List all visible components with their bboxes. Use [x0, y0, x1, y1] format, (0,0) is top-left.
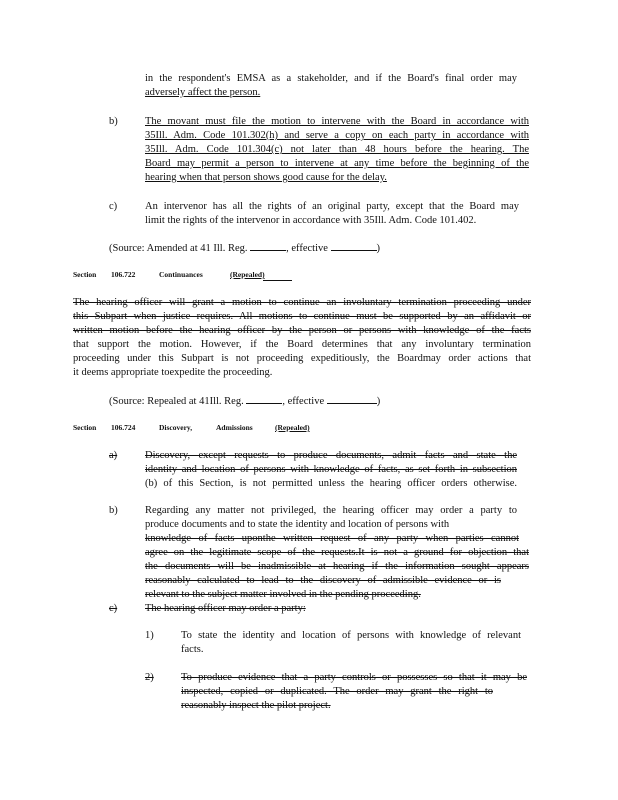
source-note-repealed — [109, 393, 380, 409]
text-line: An intervenor has all the rights of an original party, except that the Board may — [145, 201, 519, 212]
section-title: Continuances — [159, 270, 203, 279]
text-line: limit the rights of the intervenor in accordance with 35Ill. Adm. Code 101.402. — [145, 215, 477, 226]
subsection-label-b: b) — [109, 116, 118, 127]
text-line: inspected, copied or duplicated. The order may grant the right to — [181, 686, 493, 697]
text-line: proceeding under this Subpart is not proceeding expeditiously, the Boardmay order actions that — [73, 353, 531, 364]
section-number: 106.724 — [111, 423, 136, 432]
blank-line — [250, 240, 286, 251]
blank-line — [327, 393, 377, 404]
section-heading-106-722 — [73, 270, 303, 280]
text-line: reasonably calculated to lead to the discovery of admissible evidence or is — [145, 575, 501, 586]
blank-line — [246, 393, 282, 404]
text-line: facts. — [181, 644, 204, 655]
text-line: To produce evidence that a party controls or possesses so that it may be — [181, 672, 527, 683]
text-line: 35Ill. Adm. Code 101.302(h) and serve a copy on each party in accordance with — [145, 130, 529, 141]
text-line: the documents will be inadmissible at hearing if the information sought appears — [145, 561, 529, 572]
item-2-text — [181, 671, 527, 713]
text-line: The movant must file the motion to intervene with the Board in accordance with — [145, 116, 529, 127]
repealed-tag: (Repealed) — [275, 423, 310, 432]
text-line: in the respondent's EMSA as a stakeholder, and if the Board's final order may — [145, 73, 517, 84]
subsection-c-text — [145, 200, 519, 228]
item-1-text — [181, 629, 521, 657]
text-line: agree on the legitimate scope of the requests.It is not a ground for objection that — [145, 547, 529, 558]
subsection-label-a: a) — [109, 450, 118, 461]
text-line: relevant to the subject matter involved in the pending proceeding. — [145, 589, 421, 600]
item-label-2: 2) — [145, 672, 154, 683]
subsection-label-c: c) — [109, 603, 118, 614]
subsection-c-text: The hearing officer may order a party: — [145, 603, 306, 614]
intervention-paragraph-continued — [145, 72, 517, 100]
text-line: Regarding any matter not privileged, the hearing officer may order a party to — [145, 505, 517, 516]
section-number: 106.722 — [111, 270, 136, 279]
item-label-1: 1) — [145, 630, 154, 641]
text-line: 35Ill. Adm. Code 101.304(c) not later than 48 hours before the hearing. The — [145, 144, 529, 155]
source-text: ) — [376, 243, 381, 254]
section-106-722-paragraph — [73, 296, 531, 380]
source-note-amended — [109, 240, 380, 256]
text-line: The hearing officer will grant a motion to continue an involuntary termination proceeding under — [73, 297, 531, 308]
section-word: Section — [73, 423, 97, 432]
text-line: To state the identity and location of persons with knowledge of relevant — [181, 630, 521, 641]
text-line: produce documents and to state the identity and location of persons with — [145, 519, 450, 530]
text-line: that support the motion. However, if the Board determines that any involuntary termination — [73, 339, 531, 350]
section-word: Section — [73, 270, 97, 279]
heading-underline — [263, 280, 292, 281]
section-title: Discovery, — [159, 423, 193, 432]
source-text: , effective — [286, 243, 328, 254]
blank-line — [331, 240, 377, 251]
source-text: (Source: Repealed at 41Ill. Reg. — [109, 396, 244, 407]
text-line: Board may permit a person to intervene at any time before the beginning of the — [145, 158, 529, 169]
source-text: ) — [376, 396, 381, 407]
text-line: identity and location of persons with knowledge of facts, as set forth in subsection — [145, 464, 517, 475]
text-line: written motion before the hearing officer by the person or persons with knowledge of the facts — [73, 325, 531, 336]
text-line: knowledge of facts uponthe written request of any party when parties cannot — [145, 533, 519, 544]
subsection-label-b: b) — [109, 505, 118, 516]
text-line: (b) of this Section, is not permitted unless the hearing officer orders otherwise. — [145, 478, 517, 489]
source-text: , effective — [282, 396, 325, 407]
text-line: reasonably inspect the pilot project. — [181, 700, 331, 711]
subsection-label-c: c) — [109, 201, 118, 212]
source-text: (Source: Amended at 41 Ill. Reg. — [109, 243, 248, 254]
subsection-b-text — [145, 115, 529, 185]
text-line: this Subpart when justice requires. All motions to continue must be supported by an affidavit or — [73, 311, 531, 322]
subsection-a-text — [145, 449, 517, 491]
repealed-tag: (Repealed) — [230, 270, 265, 279]
subsection-b-discovery-text — [145, 504, 529, 602]
text-line: Discovery, except requests to produce documents, admit facts and state the — [145, 450, 517, 461]
text-line: hearing when that person shows good cause for the delay. — [145, 172, 387, 183]
section-heading-106-724 — [73, 423, 313, 433]
section-title-2: Admissions — [216, 423, 253, 432]
text-line: adversely affect the person. — [145, 87, 261, 98]
text-line: it deems appropriate toexpedite the proceeding. — [73, 367, 273, 378]
